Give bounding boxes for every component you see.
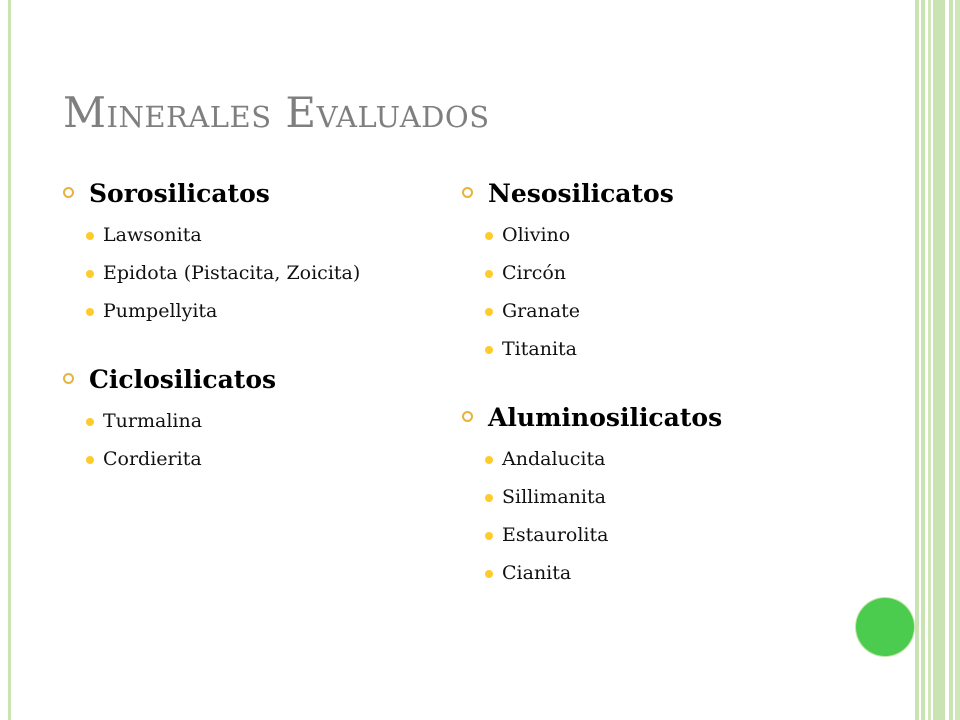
left-border <box>8 0 11 720</box>
border-stripe <box>955 0 960 720</box>
section-heading <box>63 172 363 216</box>
group-ciclosilicatos <box>63 358 363 472</box>
section-heading <box>462 396 762 440</box>
item-text: Cordierita <box>103 448 202 470</box>
border-stripe <box>915 0 919 720</box>
slide-title: Minerales Evaluados <box>63 88 490 137</box>
list-item <box>63 446 363 472</box>
dot-icon <box>86 232 94 240</box>
dot-icon <box>485 232 493 240</box>
section-heading <box>63 358 363 402</box>
item-text: Estaurolita <box>502 524 609 546</box>
circle-outline-icon <box>462 187 473 198</box>
item-text: Turmalina <box>103 410 203 432</box>
group-aluminosilicatos <box>462 396 762 586</box>
right-border-stripes <box>915 0 960 720</box>
mineral-list <box>462 446 762 586</box>
heading-text: Ciclosilicatos <box>89 365 277 394</box>
dot-icon <box>86 270 94 278</box>
section-heading <box>462 172 762 216</box>
group-nesosilicatos <box>462 172 762 362</box>
mineral-list <box>462 222 762 362</box>
border-stripe <box>933 0 945 720</box>
list-item <box>462 522 762 548</box>
item-text: Andalucita <box>502 448 606 470</box>
border-stripe <box>949 0 953 720</box>
list-item <box>63 260 363 286</box>
dot-icon <box>485 308 493 316</box>
item-text: Olivino <box>502 224 571 246</box>
dot-icon <box>485 532 493 540</box>
dot-icon <box>485 346 493 354</box>
mineral-list <box>63 408 363 472</box>
list-item <box>462 484 762 510</box>
item-text: Circón <box>502 262 567 284</box>
item-text: Cianita <box>502 562 572 584</box>
item-text: Sillimanita <box>502 486 606 508</box>
item-text: Lawsonita <box>103 224 202 246</box>
dot-icon <box>485 270 493 278</box>
dot-icon <box>485 494 493 502</box>
heading-text: Aluminosilicatos <box>488 403 723 432</box>
circle-outline-icon <box>63 373 74 384</box>
dot-icon <box>86 456 94 464</box>
border-stripe <box>928 0 931 720</box>
item-text: Epidota (Pistacita, Zoicita) <box>103 262 361 284</box>
list-item <box>462 298 762 324</box>
heading-text: Sorosilicatos <box>89 179 270 208</box>
list-item <box>63 298 363 324</box>
item-text: Granate <box>502 300 581 322</box>
right-column <box>462 172 762 620</box>
circle-outline-icon <box>462 411 473 422</box>
list-item <box>462 260 762 286</box>
circle-outline-icon <box>63 187 74 198</box>
list-item <box>462 222 762 248</box>
dot-icon <box>86 418 94 426</box>
border-stripe <box>921 0 925 720</box>
list-item <box>63 222 363 248</box>
item-text: Pumpellyita <box>103 300 218 322</box>
group-sorosilicatos <box>63 172 363 324</box>
dot-icon <box>86 308 94 316</box>
left-column <box>63 172 363 506</box>
list-item <box>462 446 762 472</box>
dot-icon <box>485 570 493 578</box>
mineral-list <box>63 222 363 324</box>
list-item <box>462 336 762 362</box>
list-item <box>462 560 762 586</box>
heading-text: Nesosilicatos <box>488 179 674 208</box>
green-circle-decoration <box>856 598 914 656</box>
list-item <box>63 408 363 434</box>
item-text: Titanita <box>502 338 577 360</box>
dot-icon <box>485 456 493 464</box>
